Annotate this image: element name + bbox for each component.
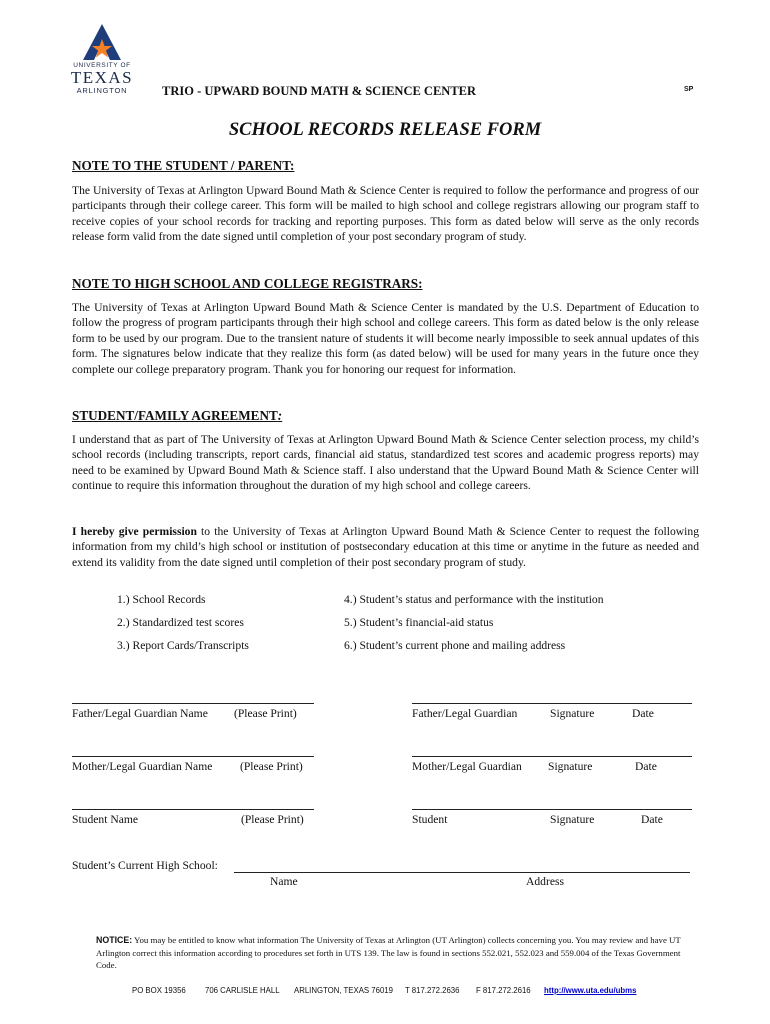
father-signature-line[interactable] xyxy=(412,703,692,704)
mother-name-label: Mother/Legal Guardian Name xyxy=(72,760,213,773)
uta-logo xyxy=(70,24,134,95)
records-item: 4.) Student’s status and performance with the institution xyxy=(344,593,604,606)
footer-city: ARLINGTON, TEXAS 76019 xyxy=(294,986,393,995)
signature-label: Signature xyxy=(550,707,595,720)
body-permission: I hereby give permission to the University of Texas at Arlington Upward Bound Math & Science Center to request the following information from my child’s high school or institution of postsecondary education at this time or anytime in the future as needed and extend its validity from the date signed until completion of their post secondary program of study. xyxy=(72,525,699,569)
body-registrars: The University of Texas at Arlington Upward Bound Math & Science Center is mandated by the U.S. Department of Education to follow the progress of program participants through their high school and college careers. This form as dated below is the only release form to be used by our program. Due to the transient nature of students it will become nearly impossible to seek annual updates of this form. The signatures below indicate that they realize this form (as dated below) will be used for many years in the future once they complete our college preparatory program. Thank you for honoring our request for information. xyxy=(72,301,699,376)
records-item: 6.) Student’s current phone and mailing address xyxy=(344,639,566,652)
uta-a-star-icon xyxy=(83,24,121,60)
signature-label: Signature xyxy=(550,813,595,826)
body-student-parent: The University of Texas at Arlington Upward Bound Math & Science Center is required to follow the performance and progress of our participants through their college career. This form will be mailed to high school and college registrars allowing our program staff to receive copies of your school records for tracking and reporting purposes. This form as dated below will serve as the only records release form valid from the date signed until completion of your post secondary program of study. xyxy=(72,184,699,244)
please-print-label: (Please Print) xyxy=(234,707,297,720)
footer-website-link[interactable]: http://www.uta.edu/ubms xyxy=(544,986,637,995)
logo-arlington: ARLINGTON xyxy=(76,86,128,95)
signature-label: Signature xyxy=(548,760,593,773)
records-item: 1.) School Records xyxy=(117,593,206,606)
father-name-line[interactable] xyxy=(72,703,314,704)
records-item: 2.) Standardized test scores xyxy=(117,616,244,629)
student-name-label: Student Name xyxy=(72,813,139,826)
records-item: 3.) Report Cards/Transcripts xyxy=(117,639,249,652)
please-print-label: (Please Print) xyxy=(240,760,303,773)
footer-phone: T 817.272.2636 xyxy=(405,986,460,995)
page-title: SCHOOL RECORDS RELEASE FORM xyxy=(228,120,542,140)
logo-university-of: UNIVERSITY OF xyxy=(73,62,131,69)
form-code: SP xyxy=(684,86,694,93)
heading-student-parent: NOTE TO THE STUDENT / PARENT: xyxy=(72,158,295,173)
date-label: Date xyxy=(641,813,663,826)
records-item: 5.) Student’s financial-aid status xyxy=(344,616,494,629)
father-signature-label: Father/Legal Guardian xyxy=(412,707,518,720)
mother-name-line[interactable] xyxy=(72,756,314,757)
father-name-label: Father/Legal Guardian Name xyxy=(72,707,208,720)
date-label: Date xyxy=(635,760,657,773)
notice-text: NOTICE: You may be entitled to know what information The University of Texas at Arlington (UT Arlington) collects concerning you. You may review and have UT Arlington correct this information according to procedures set forth in UTS 139. The law is found in sections 552.021, 552.023 and 559.004 of the Texas Government Code. xyxy=(96,935,681,970)
footer-po-box: PO BOX 19356 xyxy=(132,986,186,995)
student-signature-line[interactable] xyxy=(412,809,692,810)
mother-signature-line[interactable] xyxy=(412,756,692,757)
heading-agreement: STUDENT/FAMILY AGREEMENT: xyxy=(72,408,283,423)
program-header: TRIO - UPWARD BOUND MATH & SCIENCE CENTER xyxy=(162,84,477,98)
please-print-label: (Please Print) xyxy=(241,813,304,826)
high-school-label: Student’s Current High School: xyxy=(72,859,218,872)
footer-fax: F 817.272.2616 xyxy=(476,986,531,995)
logo-texas: TEXAS xyxy=(70,68,134,87)
high-school-address-label: Address xyxy=(526,875,564,888)
high-school-line[interactable] xyxy=(234,872,690,873)
footer-hall: 706 CARLISLE HALL xyxy=(205,986,280,995)
date-label: Date xyxy=(632,707,654,720)
high-school-name-label: Name xyxy=(270,875,298,888)
heading-registrars: NOTE TO HIGH SCHOOL AND COLLEGE REGISTRARS: xyxy=(72,276,423,291)
student-name-line[interactable] xyxy=(72,809,314,810)
mother-signature-label: Mother/Legal Guardian xyxy=(412,760,522,773)
student-signature-label: Student xyxy=(412,813,448,826)
body-agreement: I understand that as part of The University of Texas at Arlington Upward Bound Math & Science Center selection process, my child’s school records (including transcripts, report cards, financial aid status, standardized test scores and academic progress reports) may need to be examined by Upward Bound Math & Science staff. I also understand that the Upward Bound Math & Science Center will continue to require this information throughout the duration of my high school and college careers. xyxy=(72,433,699,493)
